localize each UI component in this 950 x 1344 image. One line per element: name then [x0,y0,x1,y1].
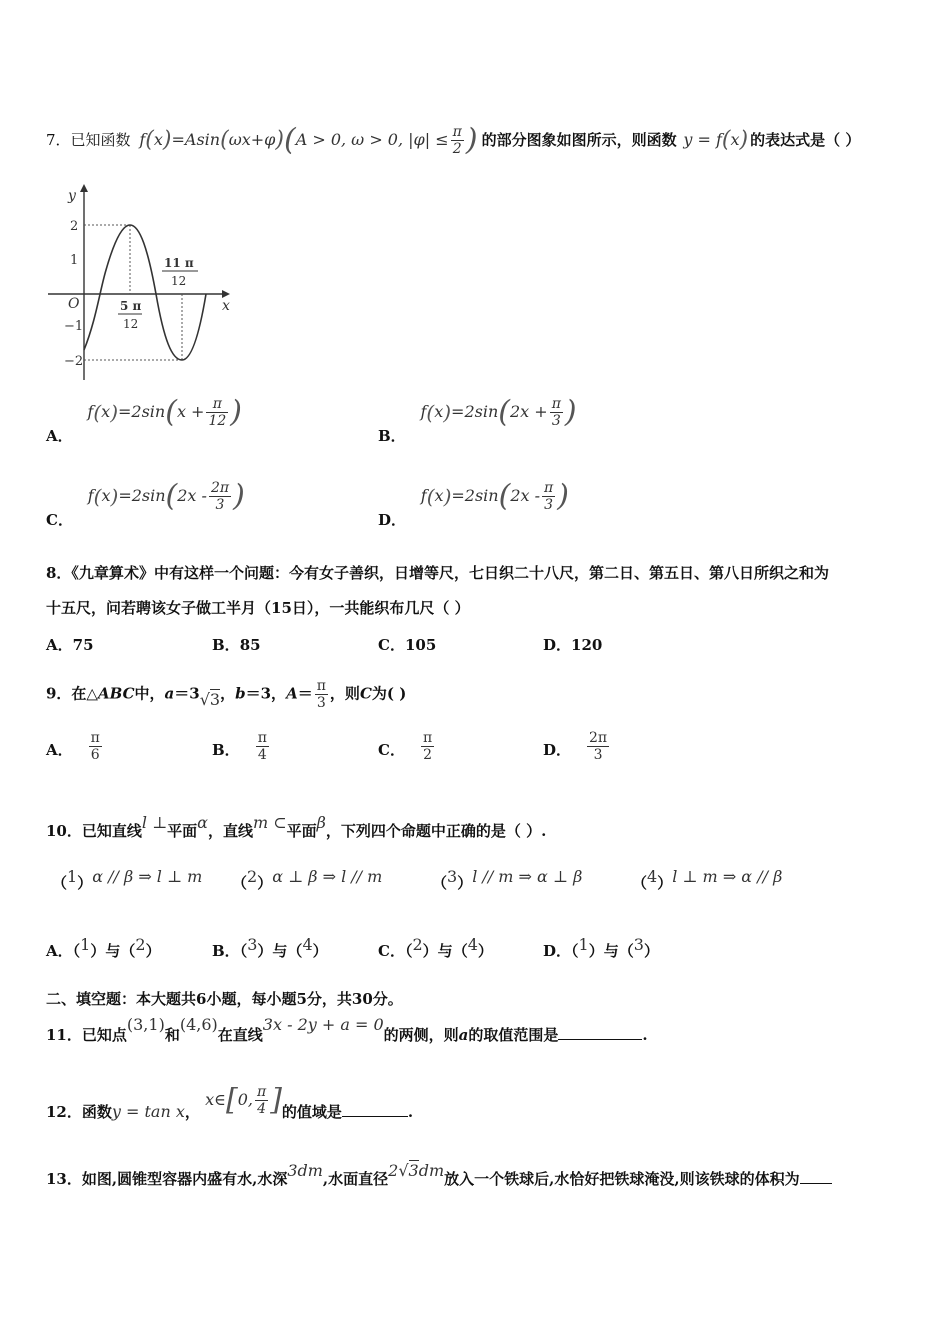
q7-option-d[interactable] [378,478,569,529]
q8-option-a-value: 75 [72,636,94,654]
q10-plane-2: 平面 [286,822,317,840]
q7-option-b-letter: B． [378,427,406,445]
q8-option-c[interactable] [378,634,436,655]
q10-option-b-p2: 4 [302,935,313,954]
q7-text-1: 已知函数 [70,131,131,149]
q8-option-b[interactable] [212,634,261,655]
y-tick-1: 1 [70,253,79,268]
q13-depth: 3dm [287,1161,323,1180]
y-axis-label: y [68,188,76,204]
x-label-5pi12-den: 12 [123,317,139,331]
q7-option-a-expr: f(x)=2sin(x + $\frac{\pi}{12}$ ) [87,394,242,430]
q10-option-b-letter: B． [212,942,240,960]
question-9 [46,678,406,711]
q9-option-a-frac: $\frac{\pi}{6}$ [90,730,100,763]
q9-option-d-frac: $\frac{2\pi}{3}$ [589,730,608,763]
q7-option-d-expr: f(x)=2sin(2x - $\frac{\pi}{3}$ ) [420,478,569,514]
q11-point-1: (3,1) [126,1015,165,1034]
q12-number: 12．函数 [46,1103,112,1121]
q10-option-a-letter: A． [46,942,73,960]
q10-option-a-and: 与 [105,942,121,960]
q8-option-c-letter: C． [378,636,405,654]
q10-l-perp: l ⊥ [141,813,168,832]
q7-option-a[interactable] [46,394,242,445]
x-axis-arrow [222,290,230,298]
q9-eq3: ＝3 [174,684,200,703]
q9-option-b-frac: $\frac{\pi}{4}$ [257,730,267,763]
q7-option-c[interactable] [46,478,245,529]
question-7 [46,124,860,157]
q9-c: C [359,684,372,703]
q9-a: a [164,684,175,703]
q9-option-b[interactable] [212,730,271,763]
q10-prop-3-label: 3 [447,867,458,886]
q10-prop-3-expr: l // m ⇒ α ⊥ β [472,867,583,886]
q8-option-c-value: 105 [404,636,437,654]
q12-tail: 的值域是 [281,1103,342,1121]
q9-option-b-letter: B． [212,740,240,759]
q10-alpha: α [197,813,208,832]
q8-option-b-value: 85 [239,636,261,654]
q8-option-d-letter: D． [543,636,572,654]
q9-eq-a: ＝ [297,684,313,703]
q10-option-c[interactable]: C．（2）与（4） [378,935,493,960]
q9-b-value: ＝3， [245,684,287,703]
q12-domain: x∈[0, $\frac{\pi}{4}$ ] [205,1082,282,1118]
q9-tail: 为( ) [371,684,407,703]
q9-option-a[interactable] [46,730,104,763]
q9-pi-over-3: $\frac{\pi}{3}$ [316,678,326,711]
q9-option-c-frac: $\frac{\pi}{2}$ [422,730,433,763]
q10-option-d-p2: 3 [633,935,644,954]
q9-option-c[interactable] [378,730,436,763]
q9-comma: ， [220,684,236,703]
q7-option-b[interactable] [378,394,577,445]
q10-prop-1-expr: α // β ⇒ l ⊥ m [92,867,203,886]
q8-option-d[interactable] [543,634,602,655]
x-label-11pi12-num: 11 π [164,256,194,270]
q11-line-eq: 3x - 2y + a = 0 [262,1015,384,1034]
q10-option-c-letter: C． [378,942,405,960]
q11-and: 和 [164,1026,180,1044]
q10-number: 10．已知直线 [46,822,142,840]
q10-beta: β [316,813,326,832]
q13-tail: 放入一个铁球后,水恰好把铁球淹没,则该铁球的体积为 [444,1170,800,1188]
y-tick-2: 2 [70,219,79,234]
q9-option-d[interactable] [543,730,611,763]
y-tick-neg1: −1 [64,319,84,334]
q13-answer-blank[interactable] [800,1169,832,1184]
q10-option-d-letter: D． [543,942,572,960]
q12-answer-blank[interactable] [342,1102,408,1117]
q10-prop-2: （2）α ⊥ β ⇒ l // m [232,867,383,892]
q10-option-d-and: 与 [603,942,619,960]
y-axis-arrow [80,184,88,192]
q10-option-a-p2: 2 [135,935,146,954]
q9-angle-a: A [286,684,298,703]
q7-option-c-letter: C． [46,511,73,529]
q9-triangle: ABC [97,684,135,703]
q8-option-a-letter: A． [46,636,73,654]
q12-function: y = tan x [111,1102,185,1121]
q8-option-d-value: 120 [571,636,603,654]
q12-comma: ， [184,1103,200,1121]
q10-prop-3: （3）l // m ⇒ α ⊥ β [432,867,583,892]
q9-number: 9．在△ [46,684,98,703]
q11-answer-blank[interactable] [558,1025,642,1040]
section-2-heading: 二、填空题：本大题共6小题，每小题5分，共30分。 [46,990,403,1008]
q10-prop-4-label: 4 [647,867,658,886]
q10-option-c-and: 与 [437,942,453,960]
q11-mid: 在直线 [217,1026,263,1044]
q10-option-b[interactable]: B．（3）与（4） [212,935,328,960]
q12-end: . [407,1103,414,1121]
q10-prop-1: （1）α // β ⇒ l ⊥ m [52,867,203,892]
q8-line-1: 8．《九章算术》中有这样一个问题：今有女子善织，日增等尺，七日织二十八尺，第二日、第五日、第八日所织之和为 [46,564,829,582]
q7-function-formula: f(x)=Asin(ωx+φ)(A > 0, ω > 0, |φ| ≤ $\frac{\pi}{2}$ ) [139,122,478,158]
q11-a: a [458,1026,469,1044]
q7-number: 7． [46,131,71,149]
q10-option-a[interactable]: A．（1）与（2） [46,935,161,960]
q10-prop-2-label: 2 [247,867,258,886]
q10-option-c-p1: 2 [412,935,423,954]
question-13 [46,1161,832,1190]
q13-mid: ,水面直径 [322,1170,389,1188]
q7-y-formula: y = f(x) [683,127,749,153]
x-label-11pi12-den: 12 [171,274,187,288]
q11-tail-1: 的两侧，则 [383,1026,459,1044]
q7-text-2: 的部分图象如图所示，则函数 [481,131,677,149]
q10-prop-4: （4）l ⊥ m ⇒ α // β [632,867,783,892]
q13-number: 13．如图,圆锥型容器内盛有水,水深 [46,1170,288,1188]
q10-option-c-p2: 4 [467,935,478,954]
q7-option-a-letter: A． [46,427,73,445]
q8-option-b-letter: B． [212,636,240,654]
q8-line-2: 十五尺，问若聘该女子做工半月（15日），一共能织布几尺（ ） [46,599,470,617]
q9-b: b [235,684,246,703]
q10-option-d[interactable]: D．（1）与（3） [543,935,659,960]
q10-m-subset: m ⊂ [252,813,287,832]
origin-label: O [68,296,80,312]
q8-option-a[interactable] [46,634,94,655]
q11-tail-2: 的取值范围是 [468,1026,559,1044]
q10-plane-1: 平面 [167,822,198,840]
q7-option-d-letter: D． [378,511,407,529]
q7-sine-graph [44,180,244,385]
q13-diameter: 2√3dm [388,1161,445,1180]
q7-text-3: 的表达式是（ ） [750,131,861,149]
q10-line-m: ，直线 [207,822,253,840]
x-axis-label: x [222,298,230,314]
q9-sqrt: √3 [199,689,221,709]
q10-option-d-p1: 1 [578,935,589,954]
q9-option-d-letter: D． [543,740,572,759]
q10-option-a-p1: 1 [80,935,91,954]
q9-option-c-letter: C． [378,740,405,759]
sine-curve [84,225,206,360]
q11-point-2: (4,6) [179,1015,218,1034]
question-12 [46,1082,414,1129]
q10-option-b-p1: 3 [247,935,258,954]
q7-option-c-expr: f(x)=2sin(2x - $\frac{2\pi}{3}$ ) [87,478,245,514]
q11-end: . [642,1026,648,1044]
x-label-5pi12-num: 5 π [120,299,142,313]
question-11 [46,1015,648,1046]
q10-option-b-and: 与 [272,942,288,960]
q10-prop-4-expr: l ⊥ m ⇒ α // β [672,867,783,886]
q10-prop-2-expr: α ⊥ β ⇒ l // m [272,867,383,886]
q9-sqrt-value: 3 [209,689,221,709]
q7-option-b-expr: f(x)=2sin(2x + $\frac{\pi}{3}$ ) [420,394,577,430]
q9-end: ，则 [329,684,360,703]
question-10 [46,813,547,842]
q10-prop-1-label: 1 [67,867,78,886]
y-tick-neg2: −2 [64,354,84,369]
q10-tail: ，下列四个命题中正确的是（ ）. [325,822,547,840]
q9-option-a-letter: A． [46,740,73,759]
q11-number: 11．已知点 [46,1026,127,1044]
q9-mid: 中， [134,684,165,703]
